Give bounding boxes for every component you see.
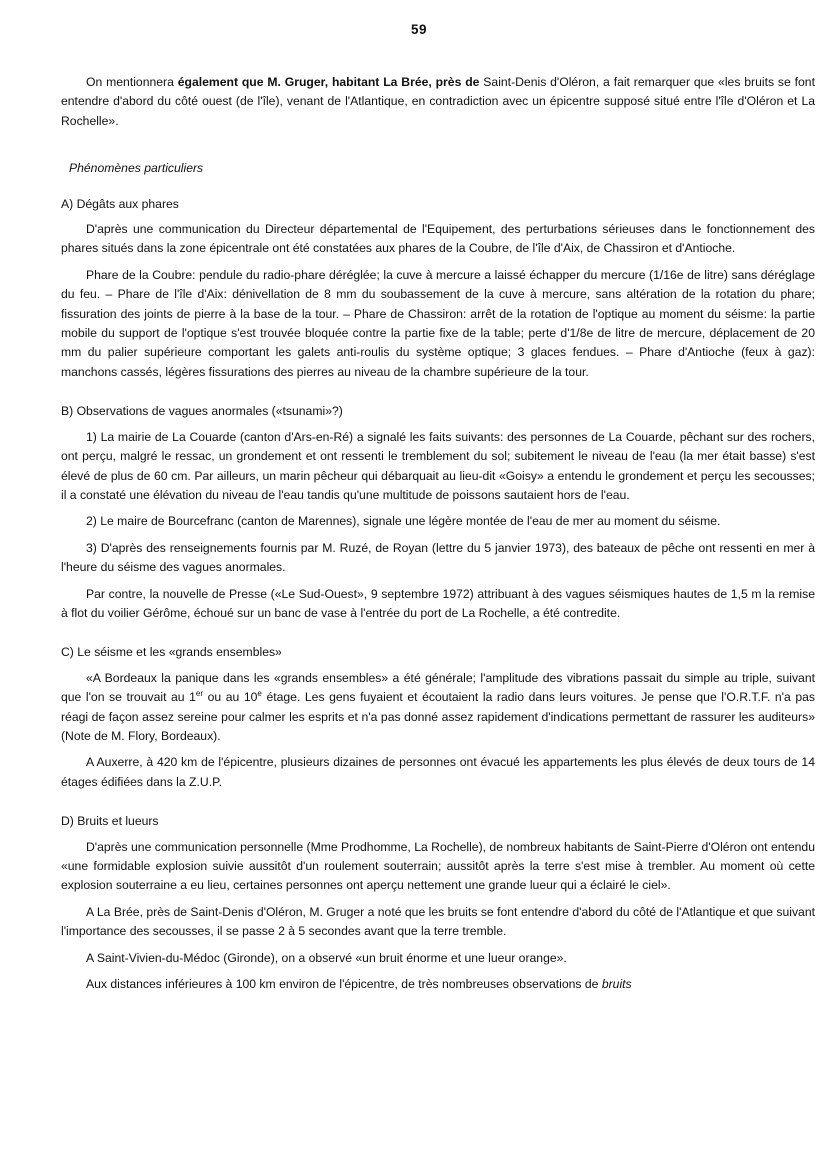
superscript-e: e — [257, 689, 262, 699]
intro-bold-text: également que M. Gruger, habitant La Brée, près de — [177, 75, 480, 89]
intro-paragraph — [61, 73, 815, 131]
section-d-paragraph-3: A Saint-Vivien-du-Médoc (Gironde), on a observé «un bruit énorme et une lueur orange». — [86, 950, 567, 965]
section-d-paragraph-4-text: Aux distances inférieures à 100 km environ de l'épicentre, de très nombreuses observations de — [86, 977, 602, 992]
section-a-paragraph-2: Phare de la Coubre: pendule du radio-phare déréglée; la cuve à mercure a laissé échapper du mercure (1/16e de litre) sans déréglage du feu. – Phare de l'île d'Aix: dénivellation de 8 mm du soubassement de la cuve à mercure, sans altération de la rotation du phare; fissuration des joints de pierre à la base de la tour. – Phare de Chassiron: arrêt de la rotation de l'optique au moment du séisme: la partie mobile du support de l'optique s'est trouvée bloquée contre la partie fixe de la table; perte d'1/8e de litre de mercure, déplacement de 20 mm du palier supérieure comportant les galets anti-roulis du système optique; 3 glaces fendues. – Phare d'Antioche (feux à gaz): manchons cassés, légères fissurations des pierres au niveau de la chambre supérieure de la tour. — [61, 267, 815, 379]
heading-section-a — [61, 195, 815, 214]
section-c-paragraph-1 — [61, 669, 815, 747]
section-d-paragraph-2: A La Brée, près de Saint-Denis d'Oléron, M. Gruger a noté que les bruits se font entendre d'abord du côté de l'Atlantique et que suivant l'importance des secousses, il se passe 2 à 5 secondes avant que la terre tremble. — [61, 904, 815, 939]
section-c-paragraph-2: A Auxerre, à 420 km de l'épicentre, plusieurs dizaines de personnes ont évacué les appartements les plus élevés de deux tours de 14 étages édifiées dans la Z.U.P. — [61, 755, 815, 789]
section-b-paragraph-3: 3) D'après des renseignements fournis par M. Ruzé, de Royan (lettre du 5 janvier 1973), des bateaux de pêche ont ressenti en mer à l'heure du séisme des vagues anormales. — [61, 540, 815, 575]
superscript-er: er — [195, 689, 204, 699]
section-a-paragraph-1: D'après une communication du Directeur départemental de l'Equipement, des perturbations sérieuses dans le fonctionnement des phares situés dans la zone épicentrale ont été constatées aux phares de la Coubre, de l'île d'Aix, de Chassiron et d'Antioche. — [61, 222, 815, 256]
heading-section-a-text: A) Dégâts aux phares — [61, 196, 179, 211]
heading-section-d: D) Bruits et lueurs — [61, 814, 159, 829]
page-body — [61, 73, 815, 994]
italic-word-bruits: bruits — [601, 977, 632, 992]
intro-text-end: Saint-Denis d'Oléron, a fait remarquer que «les bruits se font entendre d'abord du côté ouest (de l'île), venant de l'Atlantique, en contradiction avec un épicentre supposé situé entre l'île d'Oléron et La Rochelle». — [61, 75, 815, 128]
section-d-paragraph-4 — [61, 975, 815, 994]
section-subtitle: Phénomènes particuliers — [69, 161, 204, 176]
heading-section-c: C) Le séisme et les «grands ensembles» — [61, 645, 282, 660]
section-b-paragraph-4: Par contre, la nouvelle de Presse («Le Sud-Ouest», 9 septembre 1972) attribuant à des vagues séismiques hautes de 1,5 m la remise à flot du voilier Gérôme, échoué sur un banc de vase à l'entrée du port de La Rochelle, a été contredite. — [61, 586, 815, 620]
section-c-quote-part-2: ou au 10 — [203, 690, 258, 705]
section-b-paragraph-2: 2) Le maire de Bourcefranc (canton de Marennes), signale une légère montée de l'eau de mer au moment du séisme. — [86, 514, 721, 529]
section-b-paragraph-1: 1) La mairie de La Couarde (canton d'Ars-en-Ré) a signalé les faits suivants: des personnes de La Couarde, pêchant sur des rochers, ont perçu, malgré le ressac, un grondement et ont ressenti le tremblement du sol; subitement le niveau de l'eau (la mer était basse) s'est élevé de plus de 60 cm. Par ailleurs, un marin pêcheur qui débarquait au lieu-dit «Goisy» a entendu le grondement et perçu les secousses; il a constaté une élévation du niveau de l'eau tandis qu'une multitude de poissons sautaient hors de l'eau. — [61, 429, 815, 502]
section-c-quote-part-3: étage. Les gens fuyaient et écoutaient la radio dans leurs voitures. Je pense que l'O.R.T.F. n'a pas réagi de façon assez sereine pour calmer les esprits et n'a pas donné assez rapidement d'indications permettant de rassurer les auditeurs» (Note de M. Flory, Bordeaux). — [61, 690, 816, 743]
intro-text-start: On mentionnera — [86, 75, 178, 89]
page-number: 59 — [410, 22, 428, 37]
heading-section-b: B) Observations de vagues anormales («tsunami»?) — [61, 404, 343, 419]
section-c-quote-part-1: «A Bordeaux la panique dans les «grands ensembles» a été générale; l'amplitude des vibrations passait du simple au triple, suivant que l'on se trouvait au 1 — [61, 670, 815, 705]
section-d-paragraph-1: D'après une communication personnelle (Mme Prodhomme, La Rochelle), de nombreux habitants de Saint-Pierre d'Oléron ont entendu «une formidable explosion suivie aussitôt d'un roulement souterrain; aussitôt après la terre s'est mise à trembler. Au moment où cette explosion souterraine a eu lieu, certaines personnes ont aperçu nettement une grande lueur qui a éclairé le ciel». — [61, 839, 815, 893]
